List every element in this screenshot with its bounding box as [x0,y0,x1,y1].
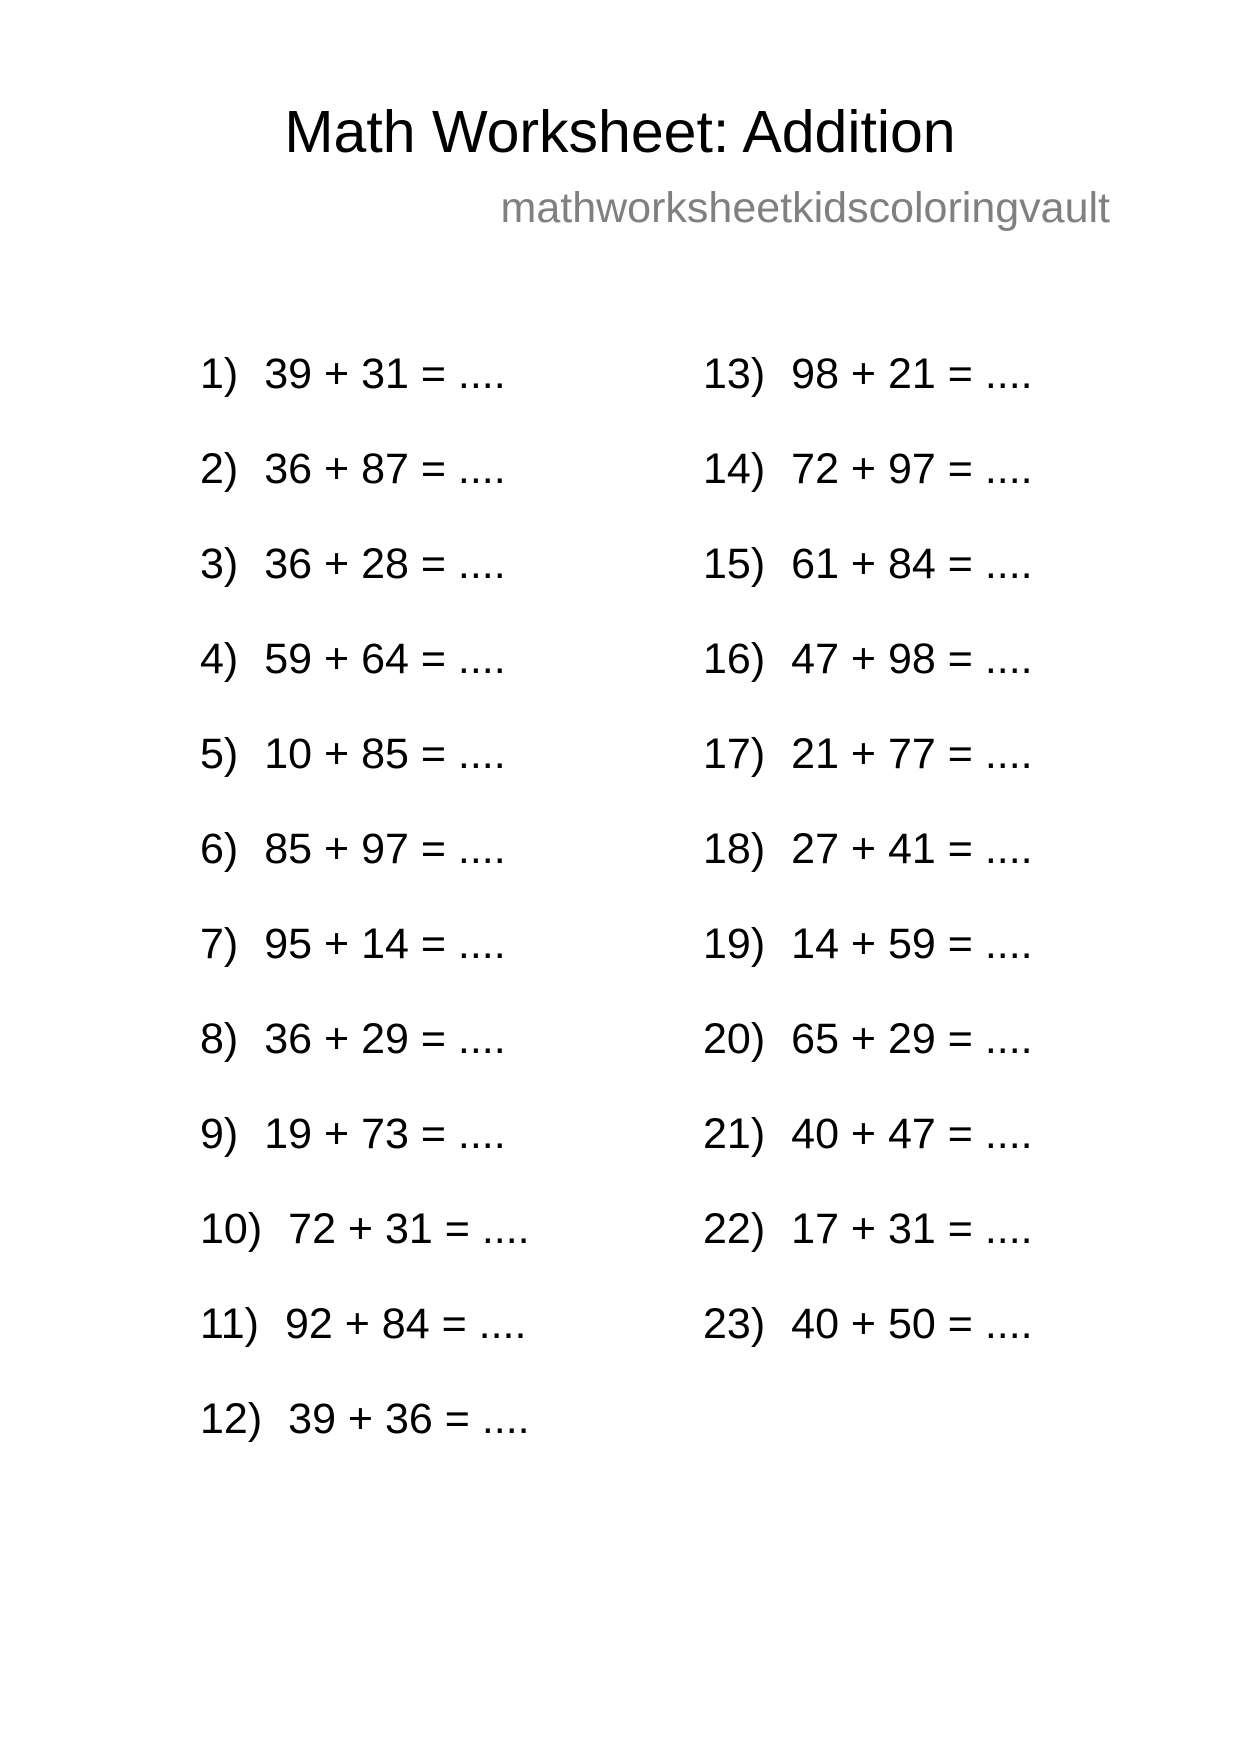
problem-number: 15) [703,540,766,588]
problem-number: 5) [200,730,239,778]
problem-number: 20) [703,1015,766,1063]
problem-expression: 19 + 73 = .... [264,1110,506,1158]
problem-item [703,1108,1033,1203]
problem-item [703,443,1033,538]
problem-expression: 21 + 77 = .... [791,730,1033,778]
problem-item [703,348,1033,443]
problem-item [200,1013,530,1108]
problem-item [703,633,1033,728]
problem-number: 14) [703,445,766,493]
problem-expression: 98 + 21 = .... [791,350,1033,398]
problem-number: 10) [200,1205,263,1253]
problem-item [703,728,1033,823]
problem-number: 23) [703,1300,766,1348]
problem-expression: 10 + 85 = .... [264,730,506,778]
problem-number: 8) [200,1015,239,1063]
problem-item [200,823,530,918]
problem-number: 2) [200,445,239,493]
problem-item [703,1203,1033,1298]
problem-expression: 72 + 97 = .... [791,445,1033,493]
problem-expression: 65 + 29 = .... [791,1015,1033,1063]
problem-list-right [703,348,1033,1393]
problem-item [200,1393,530,1488]
problem-number: 9) [200,1110,239,1158]
problem-expression: 36 + 87 = .... [264,445,506,493]
problem-item [200,728,530,823]
problem-item [200,348,530,443]
problem-number: 11) [200,1300,259,1348]
problem-expression: 39 + 36 = .... [288,1395,530,1443]
problem-expression: 40 + 47 = .... [791,1110,1033,1158]
problem-item [200,538,530,633]
problem-number: 16) [703,635,766,683]
problem-expression: 36 + 29 = .... [264,1015,506,1063]
problem-item [703,538,1033,633]
problem-expression: 95 + 14 = .... [264,920,506,968]
problem-item [703,823,1033,918]
problem-number: 4) [200,635,239,683]
site-name: mathworksheetkidscoloringvault [500,184,1110,232]
problem-expression: 72 + 31 = .... [288,1205,530,1253]
problem-number: 1) [200,350,239,398]
problem-item [200,1203,530,1298]
problem-expression: 17 + 31 = .... [791,1205,1033,1253]
problem-expression: 47 + 98 = .... [791,635,1033,683]
problem-item [200,633,530,728]
problem-expression: 85 + 97 = .... [264,825,506,873]
problem-item [200,1298,530,1393]
problem-number: 19) [703,920,766,968]
problem-expression: 36 + 28 = .... [264,540,506,588]
problem-number: 13) [703,350,766,398]
problem-number: 6) [200,825,239,873]
problem-number: 7) [200,920,239,968]
problem-number: 21) [703,1110,766,1158]
problem-item [703,1298,1033,1393]
problem-expression: 59 + 64 = .... [264,635,506,683]
problem-number: 22) [703,1205,766,1253]
problem-expression: 92 + 84 = .... [284,1300,527,1348]
problem-expression: 61 + 84 = .... [791,540,1033,588]
problem-item [703,918,1033,1013]
problem-expression: 39 + 31 = .... [264,350,506,398]
problem-number: 18) [703,825,766,873]
problem-item [703,1013,1033,1108]
problem-number: 12) [200,1395,263,1443]
problem-number: 3) [200,540,239,588]
problem-item [200,443,530,538]
problem-number: 17) [703,730,766,778]
problem-list-left [200,348,530,1488]
page-title: Math Worksheet: Addition [284,99,956,165]
problem-expression: 14 + 59 = .... [791,920,1033,968]
problem-item [200,1108,530,1203]
problem-expression: 40 + 50 = .... [791,1300,1033,1348]
problem-item [200,918,530,1013]
problem-expression: 27 + 41 = .... [791,825,1033,873]
